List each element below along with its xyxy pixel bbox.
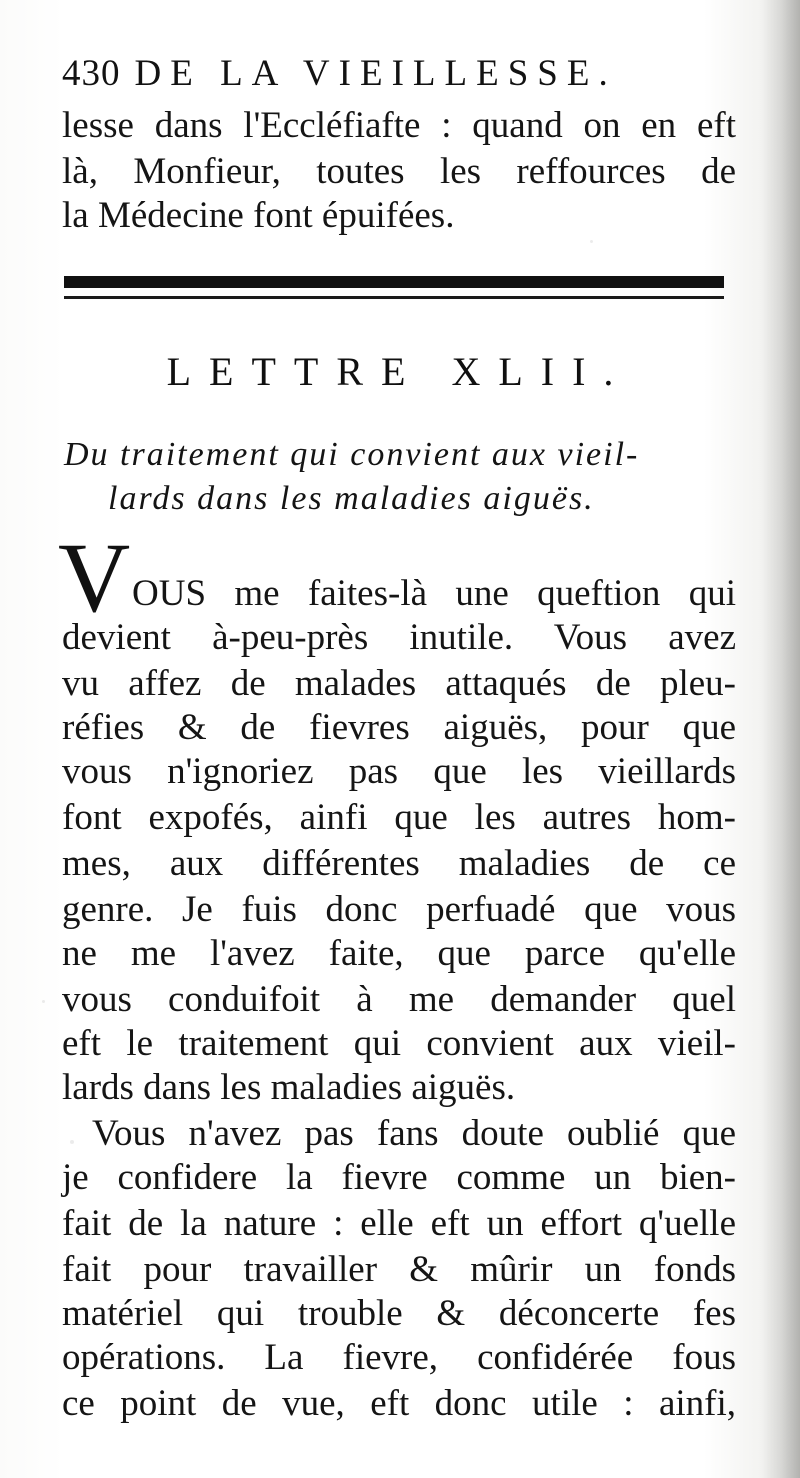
running-head — [62, 52, 734, 95]
paragraph-2-line-6: opérations. La fievre, confidérée fous — [62, 1337, 736, 1378]
carryover-line-2: là, Monfieur, toutes les reffources de — [62, 151, 736, 192]
paper-speck — [42, 1000, 45, 1003]
paragraph-1-line-1: devient à-peu-près inutile. Vous avez — [62, 617, 736, 658]
page-edge-shadow — [762, 0, 800, 1478]
letter-title: LETTRE XLII. — [166, 349, 632, 394]
drop-cap: V — [58, 522, 131, 633]
first-line-rest: OUS me faites-là une queftion qui — [132, 573, 736, 614]
paragraph-1-line-3: réfies & de fievres aiguës, pour que — [62, 707, 736, 748]
paragraph-1-line-4: vous n'ignoriez pas que les vieillards — [62, 751, 736, 792]
paragraph-2-line-3: fait de la nature : elle eft un effort q'uelle — [62, 1203, 736, 1244]
section-rule-thick — [64, 276, 724, 288]
paragraph-1-line-11: lards dans les maladies aiguës. — [62, 1067, 516, 1108]
paragraph-1-line-2: vu affez de malades attaqués de pleu- — [62, 663, 736, 704]
paragraph-1-line-6: mes, aux différentes maladies de ce — [62, 843, 736, 884]
paragraph-1-line-5: font expofés, ainfi que les autres hom- — [62, 797, 736, 838]
carryover-line-1: lesse dans l'Eccléfiafte : quand on en eft — [62, 105, 736, 146]
section-rule-thin — [64, 296, 724, 299]
paragraph-1-line-9: vous conduifoit à me demander quel — [62, 979, 736, 1020]
page-number: 430 — [62, 53, 121, 94]
paragraph-1-line-7: genre. Je fuis donc perfuadé que vous — [62, 889, 736, 930]
paper-speck — [70, 1140, 74, 1144]
paragraph-1-line-10: eft le traitement qui convient aux vieil- — [62, 1023, 736, 1064]
paragraph-1-line-8: ne me l'avez faite, que parce qu'elle — [62, 933, 736, 974]
paragraph-2-line-5: matériel qui trouble & déconcerte fes — [62, 1293, 736, 1334]
paragraph-2-line-4: fait pour travailler & mûrir un fonds — [62, 1249, 736, 1290]
letter-subtitle-line-2: lards dans les maladies aiguës. — [108, 480, 595, 517]
letter-subtitle-line-1: Du traitement qui convient aux vieil- — [64, 436, 640, 473]
paragraph-2-line-2: je confidere la fievre comme un bien- — [62, 1157, 736, 1198]
paragraph-2-line-1: Vous n'avez pas fans doute oublié que — [92, 1113, 736, 1154]
carryover-line-3: la Médecine font épuifées. — [62, 195, 455, 236]
running-title: DE LA VIEILLESSE. — [134, 53, 617, 94]
paper-speck — [590, 240, 593, 243]
paragraph-2-line-7: ce point de vue, eft donc utile : ainfi, — [62, 1383, 736, 1424]
